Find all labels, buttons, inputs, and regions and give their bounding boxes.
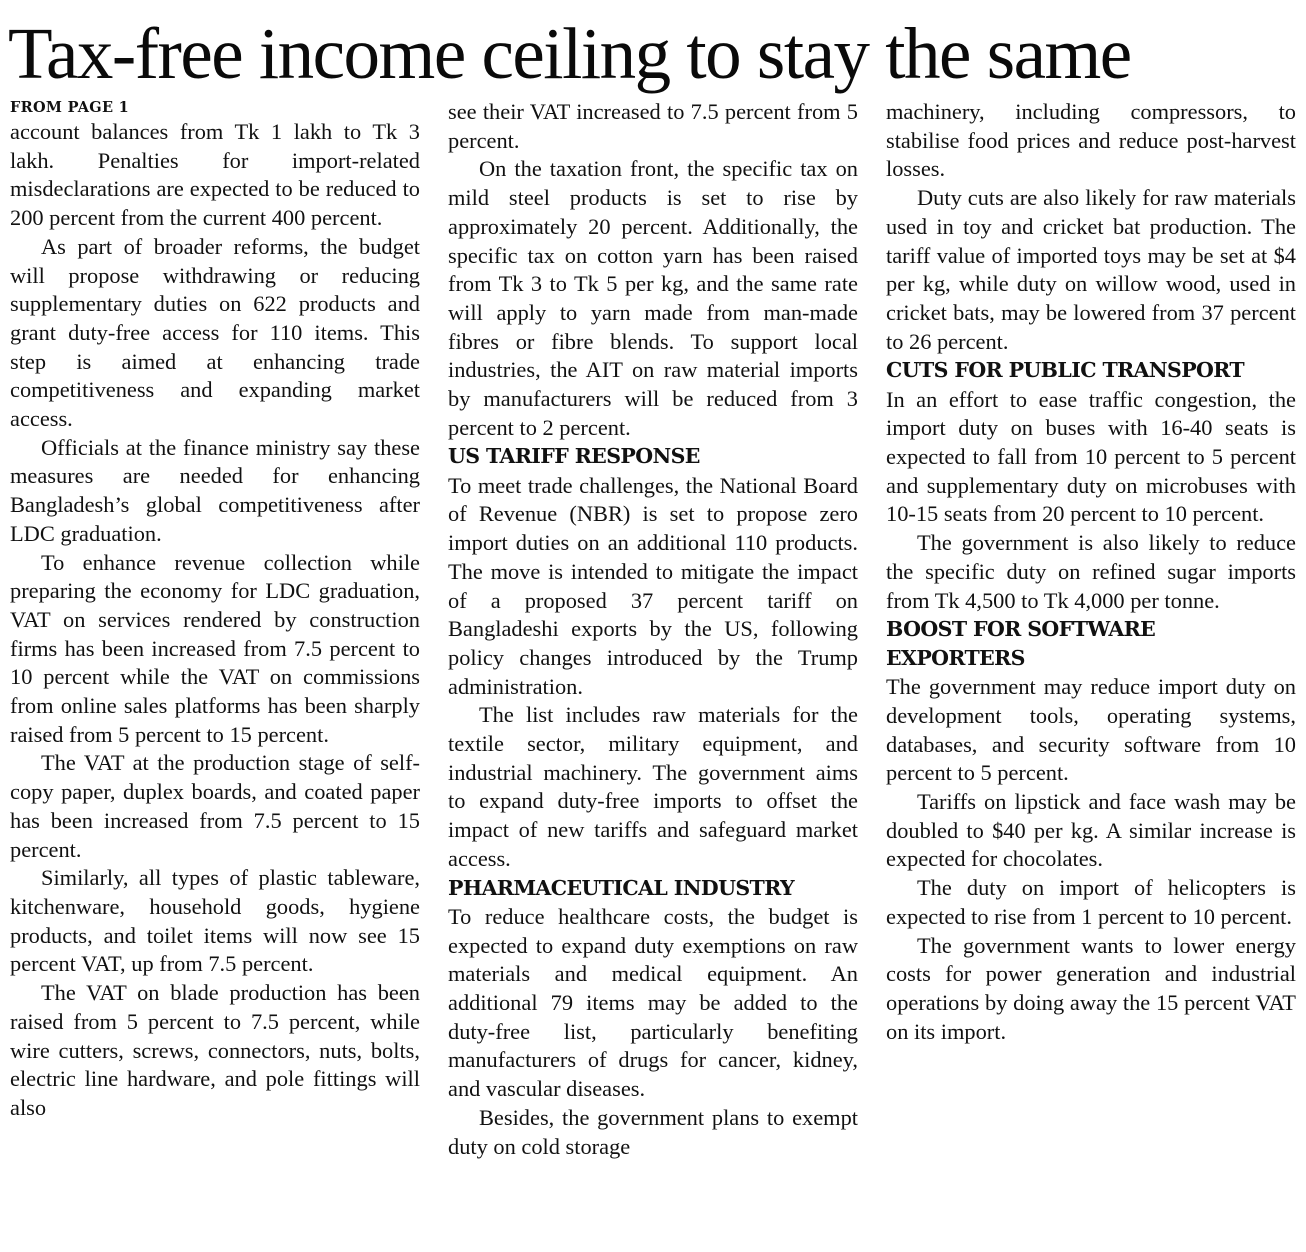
article-column-3: [886, 98, 1296, 1248]
paragraph: On the taxation front, the specific tax on mild steel products is set to rise by approximately 20 percent. Additionally, the specific tax on cotton yarn has been raised from Tk 3 to Tk 5 per kg, and the same rate will apply to yarn made from man-made fibres or fibre blends. To support local industries, the AIT on raw material imports by manufacturers will be reduced from 3 percent to 2 percent.: [448, 156, 858, 440]
subhead-cuts-for-public-transport: CUTS FOR PUBLIC TRANSPORT: [886, 358, 1244, 383]
paragraph: To reduce healthcare costs, the budget is expected to expand duty exemptions on raw materials and medical equipment. An additional 79 items may be added to the duty-free list, particularly benefiting manufacturers of drugs for cancer, kidney, and vascular diseases.: [448, 903, 858, 1102]
paragraph: The VAT on blade production has been raised from 5 percent to 7.5 percent, while wire cutters, screws, connectors, nuts, bolts, electric line hardware, and pole fittings will also: [10, 980, 420, 1120]
headline: Tax-free income ceiling to stay the same: [8, 13, 1131, 94]
article-column-1: [10, 98, 420, 1248]
paragraph: Besides, the government plans to exempt duty on cold storage: [448, 1104, 858, 1159]
paragraph: To enhance revenue collection while preparing the economy for LDC graduation, VAT on services rendered by construction firms has been increased from 7.5 percent to 10 percent while the VAT on commissions from online sales platforms has been sharply raised from 5 percent to 15 percent.: [10, 549, 420, 747]
paragraph: The government wants to lower energy costs for power generation and industrial operations by doing away the 15 percent VAT on its import.: [886, 932, 1296, 1044]
article-column-2: [448, 98, 858, 1248]
paragraph: The VAT at the production stage of self-copy paper, duplex boards, and coated paper has been increased from 7.5 percent to 15 percent.: [10, 750, 420, 862]
paragraph: As part of broader reforms, the budget will propose withdrawing or reducing supplementary duties on 622 products and grant duty-free access for 110 items. This step is aimed at enhancing trade competitiveness and expanding market access.: [10, 233, 420, 432]
paragraph: account balances from Tk 1 lakh to Tk 3 lakh. Penalties for import-related misdeclarations are expected to be reduced to 200 percent from the current 400 percent.: [10, 119, 420, 231]
paragraph: Tariffs on lipstick and face wash may be doubled to $40 per kg. A similar increase is expected for chocolates.: [886, 789, 1296, 872]
subhead-us-tariff-response: US TARIFF RESPONSE: [448, 444, 700, 469]
paragraph: The list includes raw materials for the textile sector, military equipment, and industrial machinery. The government aims to expand duty-free imports to offset the impact of new tariffs and safeguard market access.: [448, 702, 858, 871]
paragraph: Officials at the finance ministry say these measures are needed for enhancing Bangladesh’s global competitiveness after LDC graduation.: [10, 434, 420, 546]
subhead-boost-for-software-exporters: BOOST FOR SOFTWARE EXPORTERS: [886, 617, 1156, 671]
paragraph: The government is also likely to reduce the specific duty on refined sugar imports from Tk 4,500 to Tk 4,000 per tonne.: [886, 530, 1296, 613]
paragraph: In an effort to ease traffic congestion, the import duty on buses with 16-40 seats is expected to fall from 10 percent to 5 percent and supplementary duty on microbuses with 10-15 seats from 20 percent to 10 percent.: [886, 386, 1296, 527]
paragraph: The duty on import of helicopters is expected to rise from 1 percent to 10 percent.: [886, 875, 1296, 929]
subhead-pharmaceutical-industry: PHARMACEUTICAL INDUSTRY: [448, 875, 795, 900]
paragraph: To meet trade challenges, the National Board of Revenue (NBR) is set to propose zero import duties on an additional 110 products. The move is intended to mitigate the impact of a proposed 37 percent tariff on Bangladeshi exports by the US, following policy changes introduced by the Trump administration.: [448, 472, 858, 699]
paragraph: see their VAT increased to 7.5 percent from 5 percent.: [448, 99, 858, 153]
paragraph: The government may reduce import duty on development tools, operating systems, databases, and security software from 10 percent to 5 percent.: [886, 674, 1296, 786]
continuation-kicker: FROM PAGE 1: [10, 99, 130, 116]
paragraph: Similarly, all types of plastic tableware, kitchenware, household goods, hygiene products, and toilet items will now see 15 percent VAT, up from 7.5 percent.: [10, 865, 420, 977]
paragraph: machinery, including compressors, to stabilise food prices and reduce post-harvest losses.: [886, 99, 1296, 182]
paragraph: Duty cuts are also likely for raw materials used in toy and cricket bat production. The tariff value of imported toys may be set at $4 per kg, while duty on willow wood, used in cricket bats, may be lowered from 37 percent to 26 percent.: [886, 185, 1296, 354]
